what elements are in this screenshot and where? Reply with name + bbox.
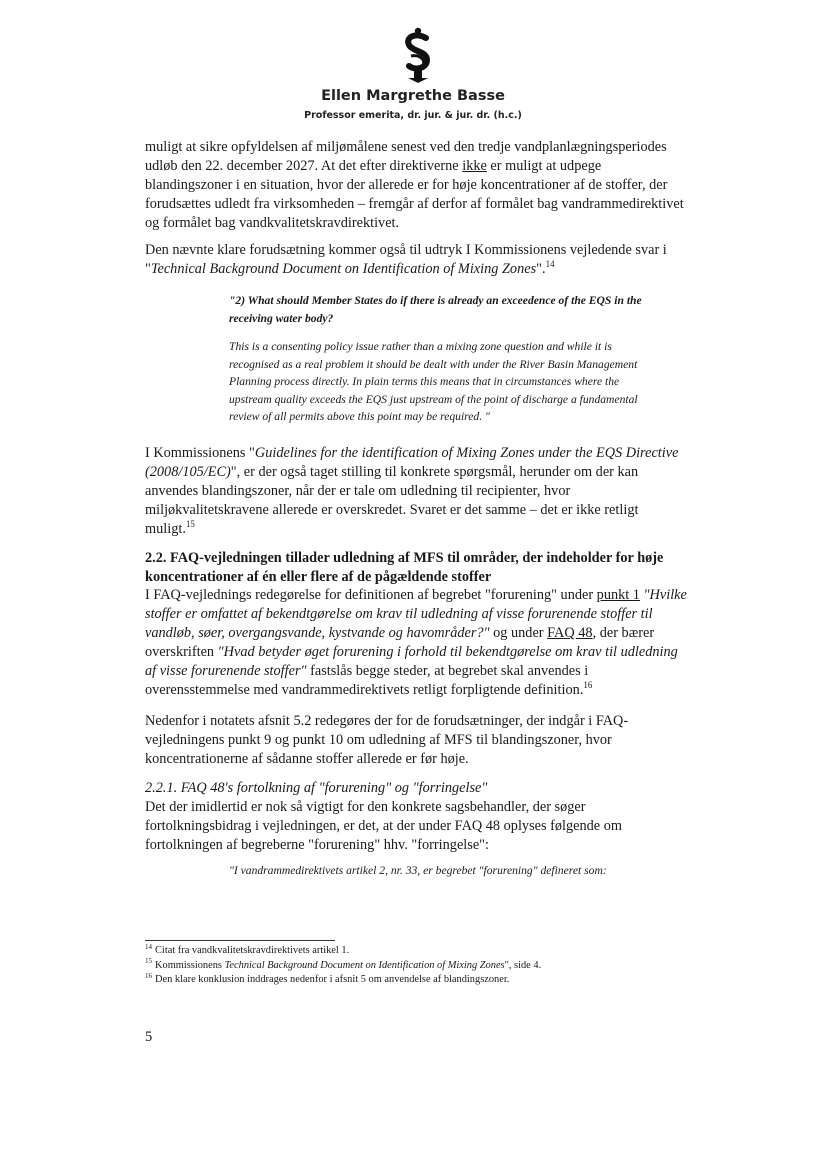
underlined-word: ikke	[462, 158, 487, 174]
link-faq-48[interactable]: FAQ 48	[547, 625, 593, 641]
italic-quote: "Hvad betyder øget forurening i forhold til bekendtgørelse om krav til udledning af visse forurenende stoffer"	[145, 644, 678, 679]
paragraph-2	[145, 241, 690, 279]
paragraph-text: , der bærer overskriften	[145, 625, 655, 660]
footnote-ref[interactable]: 14	[545, 259, 555, 270]
paragraph-text: og under	[489, 625, 548, 641]
document-title-italic: Technical Background Document on Identification of Mixing Zones	[150, 261, 537, 277]
paragraph-text: ", er der også taget stilling til konkrete spørgsmål, herunder om der kan anvendes blandingszoner, når der er tale om udledning til recipienter, hvor miljøkvalitetskravene allerede er overskredet. Svaret er det samme – det er ikke retligt muligt.	[145, 464, 639, 537]
link-punkt-1[interactable]: punkt 1	[596, 587, 640, 603]
footnote-ref[interactable]: 16	[583, 680, 593, 691]
footnote-text: Kommissionens	[155, 959, 225, 971]
footnote-text: Den klare konklusion inddrages nedenfor i afsnit 5 om anvendelse af blandingszoner.	[155, 974, 510, 985]
quote-definition: "I vandrammedirektivets artikel 2, nr. 33, er begrebet "forurening" defineret som:	[229, 864, 607, 877]
page-number: 5	[145, 1029, 153, 1045]
italic-quote: "Hvilke stoffer er omfattet af bekendtgørelse om krav til udledning af visse forurenende stoffer til vandløb, søer, overgangsvande, kystvande og havområder?"	[145, 587, 687, 641]
footnote-ref[interactable]: 15	[185, 519, 195, 530]
footnote-italic: Technical Background Document on Identification of Mixing Zones	[224, 959, 505, 971]
paragraph-text: er muligt at udpege blandingszoner i en situation, hvor der allerede er for høje koncentrationer af de stoffer, der forudsættes udledt fra virksomheden – fremgår af derfor af formålet bag vandrammedirektivet og formålet bag vandkvalitetskravdirektivet.	[145, 158, 684, 231]
footnote-divider	[145, 940, 335, 941]
footnote-14	[145, 944, 705, 959]
paragraph-5: Nedenfor i notatets afsnit 5.2 redegøres der for de forudsætninger, der indgår i FAQ-vejledningens punkt 9 og punkt 10 om udledning af MFS til blandingszoner, hvor koncentrationerne af sådanne stoffer allerede er før høje.	[145, 713, 629, 767]
footnote-text: ", side 4.	[504, 959, 542, 971]
author-title: Professor emerita, dr. jur. & jur. dr. (h.c.)	[304, 110, 522, 121]
paragraph-text: ".	[536, 261, 546, 277]
quote-answer: This is a consenting policy issue rather than a mixing zone question and while it is recognised as a real problem it should be dealt with under the River Basin Management Planning process directly. In plain terms this means that in circumstances where the upstream quality exceeds the EQS just upstream of the point of discharge a fundamental review of all permits above this point may be required. "	[229, 340, 638, 423]
paragraph-text: fastslås begge steder, at begrebet skal anvendes i overensstemmelse med vandrammedirektivets retligt forpligtende definition.	[145, 663, 589, 698]
section-heading: 2.2. FAQ-vejledningen tillader udledning af MFS til områder, der indeholder for høje koncentrationer af én eller flere af de pågældende stoffer	[145, 550, 664, 585]
footnote-number: 15	[145, 957, 152, 966]
paragraph-6: Det der imidlertid er nok så vigtigt for den konkrete sagsbehandler, der søger fortolkningsbidrag i vejledningen, er det, at der under FAQ 48 oplyses følgende om fortolkningen af begreberne "forurening" hhv. "forringelse":	[145, 799, 622, 853]
document-title-italic: Guidelines for the identification of Mixing Zones under the EQS Directive (2008/105/EC)	[145, 445, 679, 480]
paragraph-3	[145, 444, 690, 539]
footnote-number: 14	[145, 942, 152, 951]
footnote-number: 16	[145, 971, 152, 980]
footnote-text: Citat fra vandkvalitetskravdirektivets artikel 1.	[155, 945, 350, 956]
author-name: Ellen Margrethe Basse	[321, 88, 505, 104]
footnote-16	[145, 973, 705, 988]
paragraph-text: muligt at sikre opfyldelsen af miljømålene senest ved den tredje vandplanlægningsperiodes udløb den 22. december 2027. At det efter direktiverne	[145, 139, 667, 174]
paragraph-4	[145, 586, 690, 700]
quote-question: "2) What should Member States do if there is already an exceedence of the EQS in the receiving water body?	[229, 294, 642, 325]
paragraph-text: I FAQ-vejlednings redegørelse for definitionen af begrebet "forurening" under	[145, 587, 597, 603]
paragraph-1	[145, 138, 690, 233]
paragraph-text: Den nævnte klare forudsætning kommer også til udtryk I Kommissionens vejledende svar i "	[145, 242, 667, 277]
footnotes	[145, 944, 705, 988]
footnote-15	[145, 959, 705, 974]
monogram-logo-icon	[396, 26, 440, 84]
subsection-heading: 2.2.1. FAQ 48's fortolkning af "forurening" og "forringelse"	[145, 780, 488, 796]
paragraph-text: I Kommissionens "	[145, 445, 255, 461]
